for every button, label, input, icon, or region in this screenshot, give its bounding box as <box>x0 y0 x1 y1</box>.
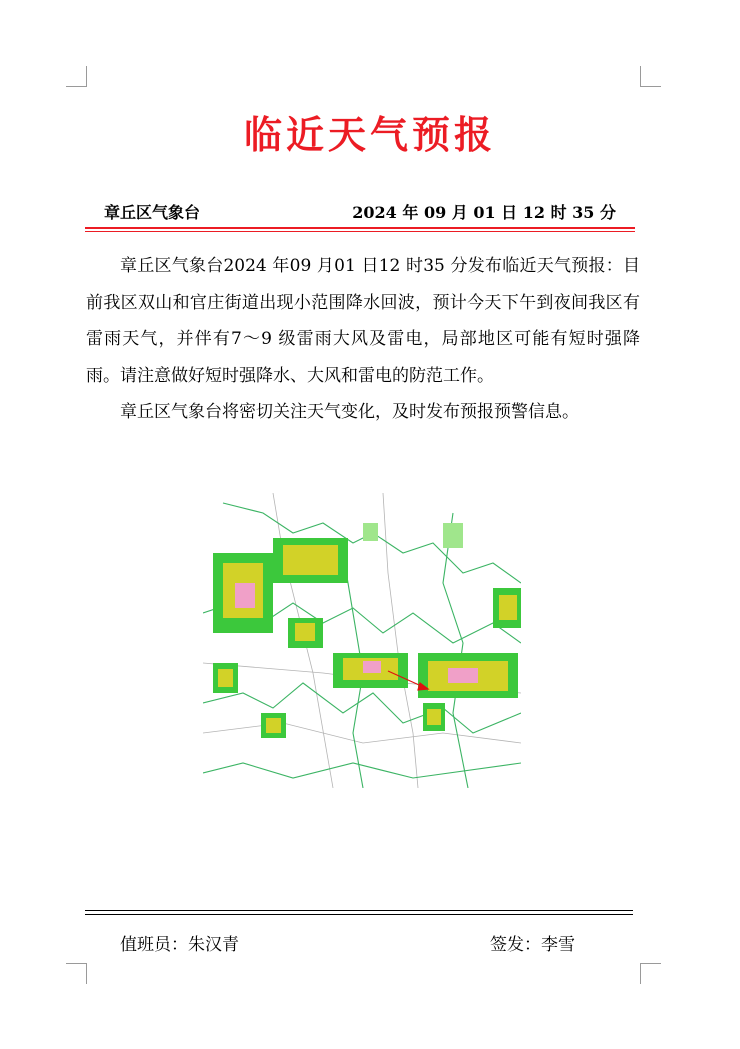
signer: 签发：李雪 <box>490 935 575 955</box>
footer-rule-top <box>85 910 633 911</box>
forecast-paragraph-2: 章丘区气象台将密切关注天气变化，及时发布预报预警信息。 <box>120 402 579 422</box>
issuer-name: 章丘区气象台 <box>104 203 201 222</box>
radar-echo-map <box>203 493 521 788</box>
header-rule-bottom <box>85 231 635 232</box>
issue-time: 2024 年 09 月 01 日 12 时 35 分 <box>352 203 616 222</box>
crop-mark-top-left <box>66 66 87 87</box>
crop-mark-bottom-left <box>66 963 87 984</box>
forecast-paragraph-1: 章丘区气象台2024 年09 月01 日12 时35 分发布临近天气预报：目前我区双山和官庄街道出现小范围降水回波，预计今天下午到夜间我区有雷雨天气，并伴有7～9 级雷雨大风及雷电，局部地区可能有短时强降雨。请注意做好短时强降水、大风和雷电的防范工作。 <box>86 256 640 386</box>
footer-rule-bottom <box>85 914 633 915</box>
forecast-body <box>86 248 640 431</box>
crop-mark-top-right <box>640 66 661 87</box>
duty-officer: 值班员：朱汉青 <box>120 935 239 955</box>
document-title: 临近天气预报 <box>243 113 496 157</box>
crop-mark-bottom-right <box>640 963 661 984</box>
header-rule-top <box>85 227 635 229</box>
